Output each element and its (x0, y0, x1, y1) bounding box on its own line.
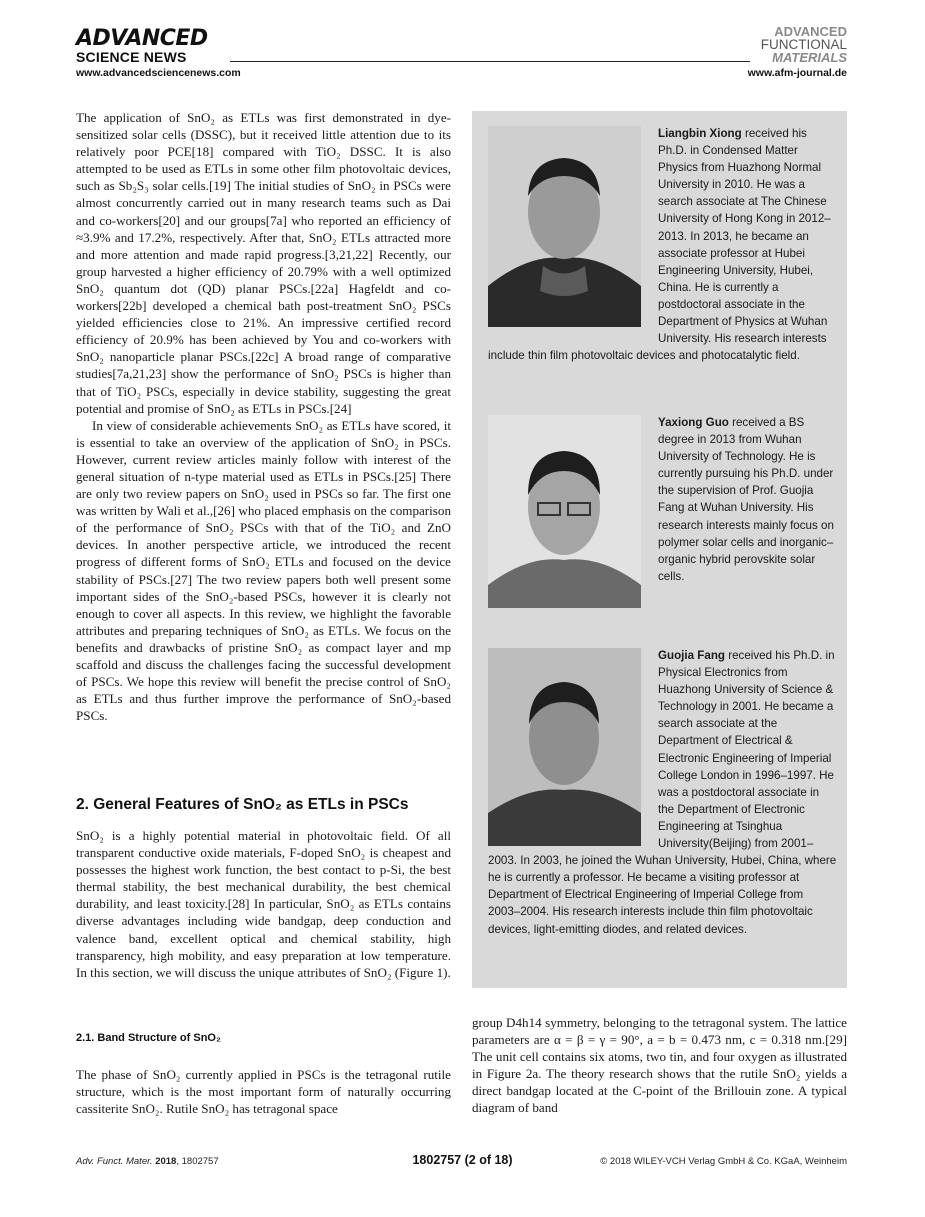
footer-page-number: 1802757 (2 of 18) (412, 1153, 513, 1167)
bio-name-guo: Yaxiong Guo (658, 416, 729, 429)
bio-name-fang: Guojia Fang (658, 649, 725, 662)
right-column-bottom (472, 1014, 847, 1117)
left-column-section2 (76, 827, 451, 981)
journal-logo-line2: FUNCTIONAL (760, 37, 847, 52)
bio-text-guo: received a BS degree in 2013 from Wuhan University of Technology. He is currently pursuing his Ph.D. under the supervision of Prof. Guojia Fang at Wuhan University. His research interests mainly focus on polymer solar cells and inorganic–organic hybrid perovskite solar cells. (658, 416, 834, 583)
footer-journal: Adv. Funct. Mater. (76, 1156, 153, 1167)
bio-xiong-float (488, 125, 658, 331)
subsection-heading: 2.1. Band Structure of SnO₂ (76, 1032, 221, 1044)
bio-guo (488, 414, 838, 614)
bio-text-xiong: received his Ph.D. in Condensed Matter Physics from Huazhong Normal University in 2010. He was a search associate at The Chinese University of Hong Kong in 2012–2013. In 2013, he became an associate professor at Hubei Engineering University, Hubei, China. He is currently a postdoctoral associate in the Department of Physics at Wuhan University. His research interests include thin film photovoltaic devices and photocatalytic field. (488, 127, 831, 363)
paragraph-2: In view of considerable achievements SnO₂ as ETLs have scored, it is essential to take an overview of the application of SnO₂ in PSCs. However, current review articles mainly follow with interest of the general situation of n-type material used as ETLs in PSCs.[25] There are only two review papers on SnO₂ used in PSCs so far. The first one was written by Wali et al.,[26] who placed emphasis on the comparison of the performance of SnO₂ PSCs with that of the TiO₂ and ZnO devices. In another perspective article, we introduced the recent progress of different forms of SnO₂ ETLs and focused on the device stability of PSCs.[27] The two review papers both well present some important sides of the SnO₂-based PSCs, however it is clearly not enough to cover all aspects. In this review, we highlight the favorable attributes and preparing techniques of SnO₂ as ETLs. We focus on the benefits and drawbacks of pristine SnO₂ as compact layer and mp scaffold and discuss the challenges facing the successful development of PSCs. We hope this review will benefit the precise control of SnO₂ as ETLs and thus further improve the performance of SnO₂-based PSCs. (76, 417, 451, 724)
logo-line-science-news: SCIENCE NEWS (76, 49, 187, 65)
footer-year: 2018 (155, 1156, 177, 1167)
bio-name-xiong: Liangbin Xiong (658, 127, 742, 140)
journal-logo-line3: MATERIALS (772, 50, 847, 65)
logo-line-advanced: ADVANCED (76, 26, 208, 51)
journal-logo-line1: ADVANCED (774, 24, 847, 39)
header-rule (230, 61, 750, 62)
bio-xiong (488, 125, 838, 364)
paragraph-1: The application of SnO₂ as ETLs was first demonstrated in dye-sensitized solar cells (DSSC), but it received little attention due to its relatively poor PCE[18] compared with TiO₂ DSSC. It is also attempted to be used as ETLs in some other film photovoltaic devices, such as Sb₂S₃ solar cells.[19] The initial studies of SnO₂ in PSCs were almost concurrently carried out in many research teams such as Dai and co-workers[20] and our groups[7a] who reported an efficiency of ≈3.9% and 17.2%, respectively. After that, SnO₂ ETLs attracted more and more attention and made rapid progress.[3,21,22] Recently, our group harvested a higher efficiency of 20.79% with a well optimized SnO₂ quantum dot (QD) planar PSCs.[22a] Hagfeldt and co-workers[22b] developed a chemical bath post-treatment SnO₂ PSCs yielded efficiencies close to 21%. An impressive certified record efficiency of 20.9% has been achieved by You and co-workers with SnO₂ nanoparticle planar PSCs.[22c] A broad range of comparative studies[7a,21,23] show the performance of SnO₂ PSCs is higher than that of TiO₂ PSCs, especially in device stability, suggesting the great potential and promise of SnO₂ as ETLs in PSCs.[24] (76, 110, 451, 416)
footer-copyright: © 2018 WILEY-VCH Verlag GmbH & Co. KGaA, Weinheim (600, 1156, 847, 1167)
publisher-logo (76, 28, 246, 64)
publisher-url-link[interactable]: www.advancedsciencenews.com (76, 67, 241, 79)
footer-article-no: , 1802757 (176, 1156, 219, 1167)
bio-text-fang: received his Ph.D. in Physical Electronics from Huazhong University of Science & Technology in 2001. He became a search associate at the Department of Electrical & Electronic Engineering of Imperial College London in 1996–1997. He was a postdoctoral associate in the Department of Electronic Engineering at Tsinghua University(Beijing) from 2001–2003. In 2003, he joined the Wuhan University, Hubei, China, where he is currently a professor. He became a visiting professor at Department of Electrical Engineering of Imperial College from 2003–2004. His research interests include thin film photovoltaic devices, light-emitting diodes, and related devices. (488, 649, 837, 936)
bio-fang-float (488, 647, 658, 850)
paragraph-5: group D4h14 symmetry, belonging to the tetragonal system. The lattice parameters are α = β = γ = 90°, a = b = 0.473 nm, c = 0.318 nm.[29] The unit cell contains six atoms, two tin, and four oxygen as illustrated in Figure 2a. The theory research shows that the rutile SnO₂ yields a direct bandgap located at the C-point of the Brillouin zone. A typical diagram of band (472, 1015, 847, 1116)
bio-guo-float (488, 414, 658, 614)
journal-logo (761, 25, 847, 64)
journal-url-link[interactable]: www.afm-journal.de (747, 67, 847, 79)
paragraph-3: SnO₂ is a highly potential material in photovoltaic field. Of all transparent conductive oxide materials, F-doped SnO₂ is cheapest and possesses the highest work function, the best contact to p-Si, the best thermal stability, the best mechanical durability, the best chemical durability, and least toxicity.[28] In particular, SnO₂ as ETLs contains diverse advantages including wide bandgap, deep conduction and valence band, excellent optical and chemical stability, high transparency, high mobility, and easy preparation at low temperature. In this section, we will discuss the unique attributes of SnO₂ (Figure 1). (76, 828, 451, 980)
left-column-top (76, 109, 451, 724)
section-heading: 2. General Features of SnO₂ as ETLs in PSCs (76, 796, 409, 813)
paragraph-4: The phase of SnO₂ currently applied in PSCs is the tetragonal rutile structure, which is the most important form of naturally occurring cassiterite SnO₂. Rutile SnO₂ has tetragonal space (76, 1067, 451, 1117)
left-column-section2-1 (76, 1066, 451, 1117)
bio-fang (488, 647, 838, 938)
